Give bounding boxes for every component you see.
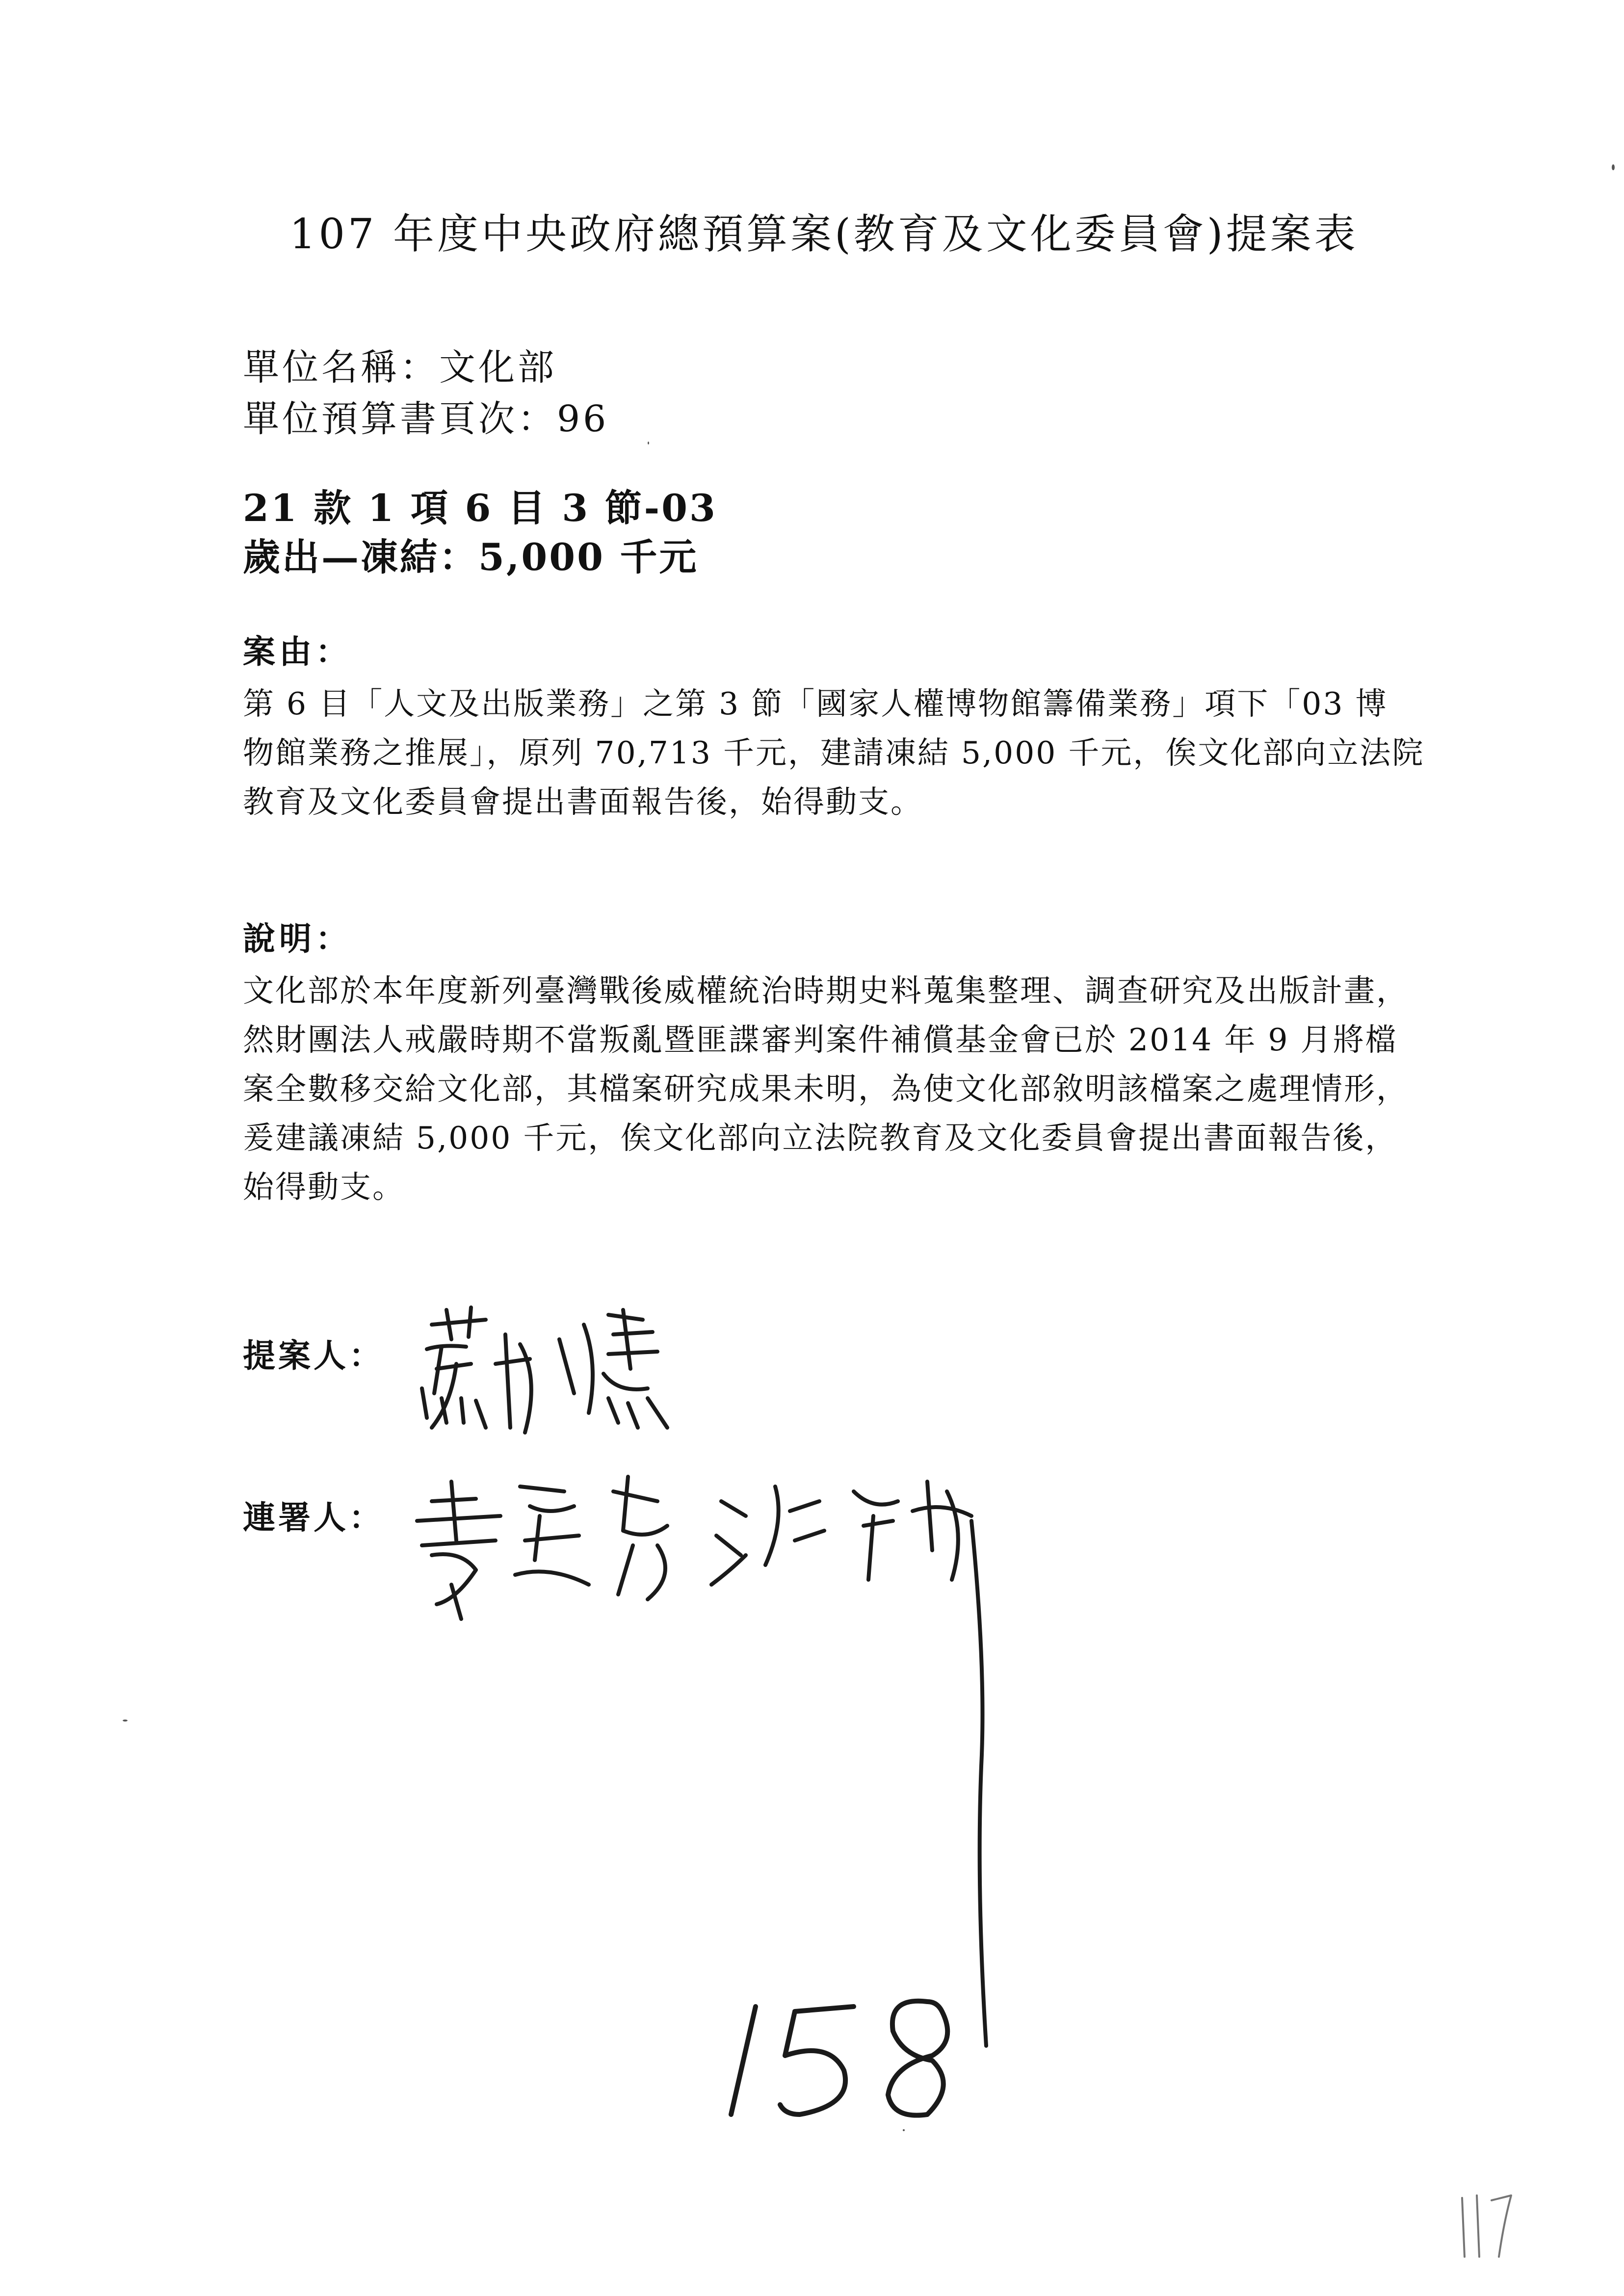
scan-speck — [1612, 164, 1615, 170]
explanation-line: 始得動支。 — [243, 1169, 405, 1205]
proposer-label: 提案人： — [243, 1336, 384, 1375]
scan-speck — [648, 442, 649, 444]
scan-speck — [123, 1720, 128, 1722]
document-title: 107 年度中央政府總預算案(教育及文化委員會)提案表 — [289, 210, 1359, 258]
explanation-paragraph — [243, 966, 1445, 1212]
unit-name: 單位名稱：文化部 — [243, 346, 557, 389]
cosigner-label: 連署人： — [243, 1498, 384, 1537]
explanation-line: 然財團法人戒嚴時期不當叛亂暨匪諜審判案件補償基金會已於 2014 年 9 月將檔 — [243, 1022, 1398, 1058]
reason-heading: 案由： — [243, 632, 352, 671]
explanation-line: 案全數移交給文化部，其檔案研究成果未明，為使文化部敘明該檔案之處理情形， — [243, 1071, 1409, 1107]
reason-line: 教育及文化委員會提出書面報告後，始得動支。 — [243, 784, 923, 820]
reason-line: 第 6 目「人文及出版業務」之第 3 節「國家人權博物館籌備業務」項下「03 博 — [243, 686, 1388, 722]
explanation-heading: 說明： — [243, 919, 352, 958]
reason-paragraph — [243, 679, 1445, 827]
scan-speck — [903, 2129, 905, 2131]
budget-code: 21 款 1 項 6 目 3 節-03 — [243, 486, 717, 530]
reason-line: 物館業務之推展」，原列 70,713 千元，建請凍結 5,000 千元，俟文化部向立法院 — [243, 735, 1425, 771]
freeze-amount: 歲出—凍結：5,000 千元 — [243, 535, 699, 579]
proposer-signature — [412, 1305, 677, 1452]
explanation-line: 爰建議凍結 5,000 千元，俟文化部向立法院教育及文化委員會提出書面報告後， — [243, 1120, 1398, 1156]
corner-handwritten-mark — [1452, 2188, 1526, 2262]
handwritten-page-number — [711, 1987, 967, 2134]
explanation-line: 文化部於本年度新列臺灣戰後威權統治時期史料蒐集整理、調查研究及出版計畫， — [243, 973, 1409, 1009]
budget-page: 單位預算書頁次：96 — [243, 398, 609, 440]
cosigner-signatures — [402, 1472, 1030, 2051]
